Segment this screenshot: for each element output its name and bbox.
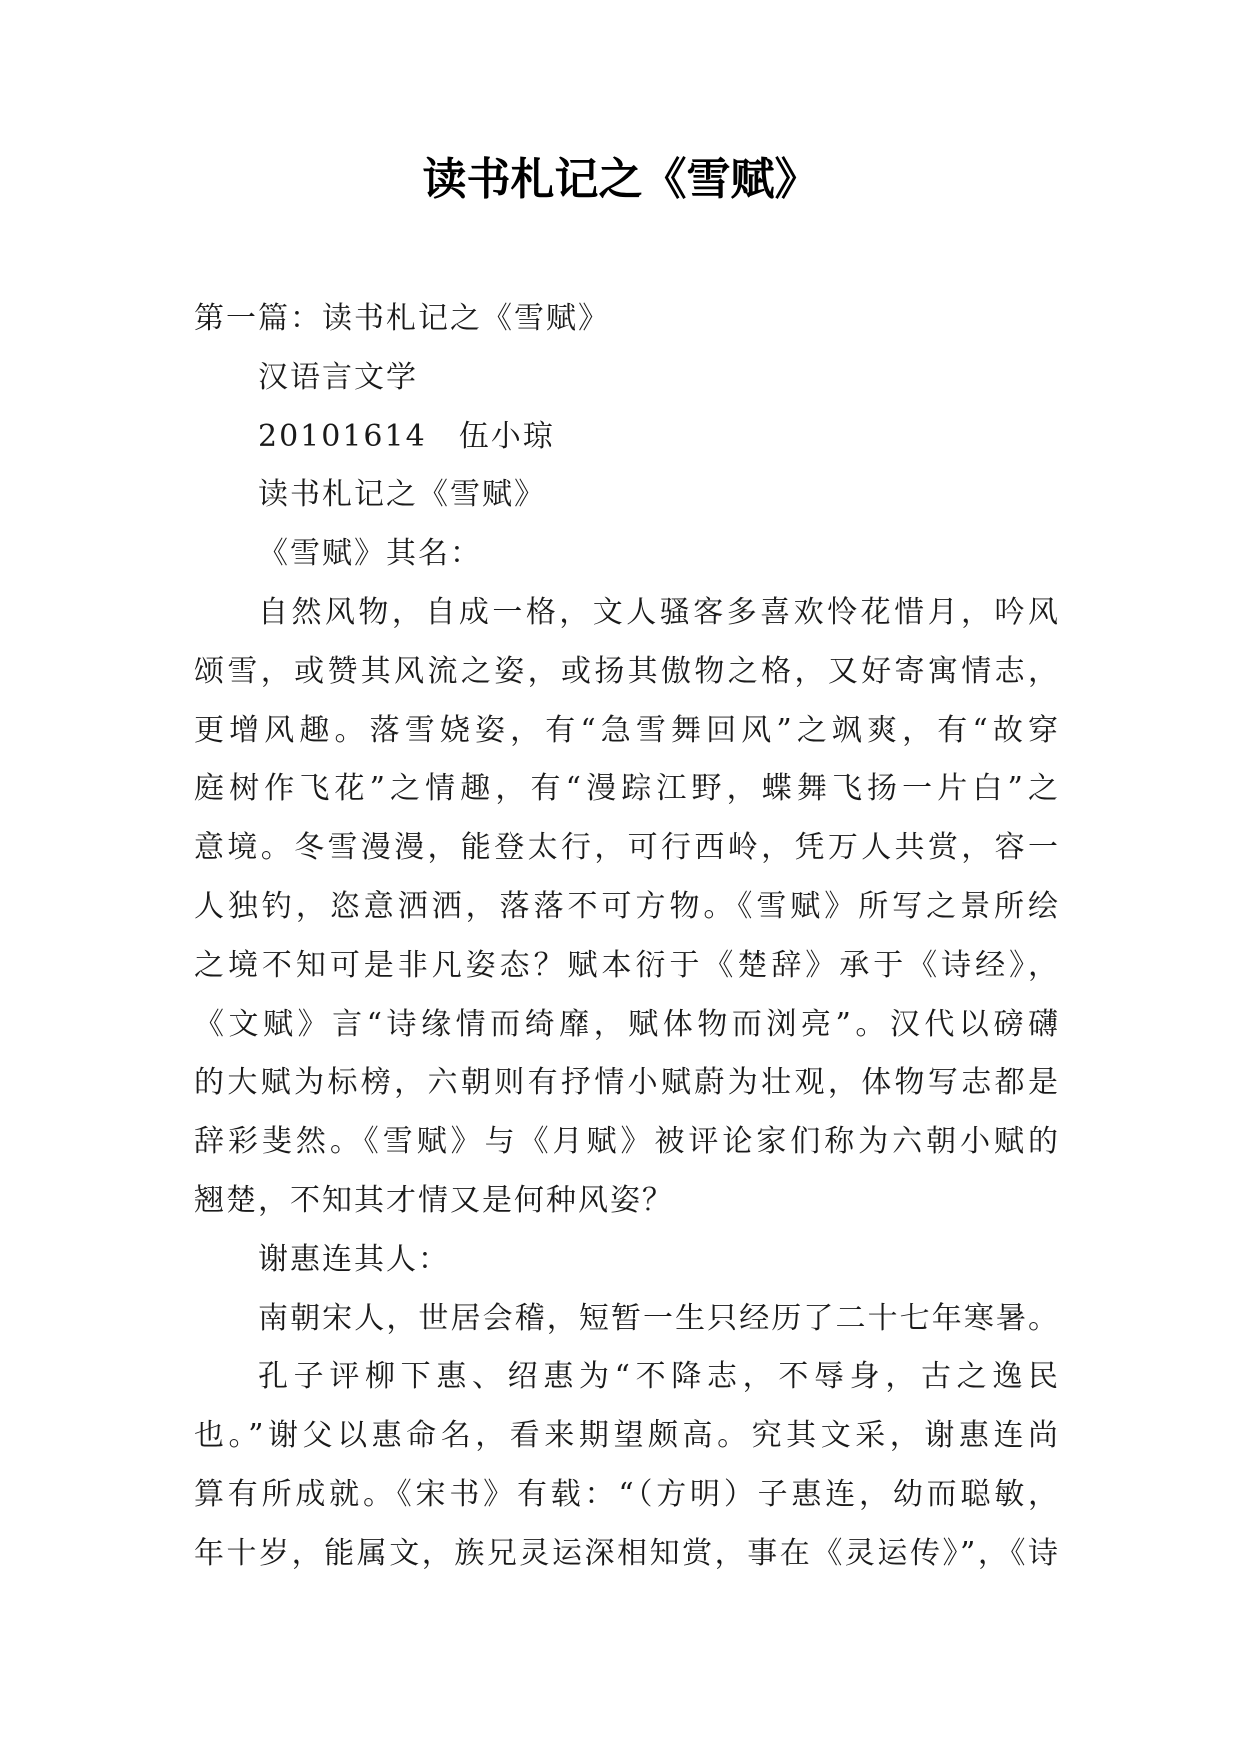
paragraph: [194, 1348, 1060, 1583]
paragraph-line: 更增风趣。落雪娆姿，有“急雪舞回风”之飒爽，有“故穿: [194, 712, 1060, 748]
major-line: 汉语言文学: [258, 359, 418, 395]
paragraph-line: 翘楚，不知其才情又是何种风姿？: [194, 1182, 674, 1218]
paragraph: [194, 584, 1060, 1231]
section-heading: 《雪赋》其名：: [258, 536, 482, 572]
paragraph-line: 孔子评柳下惠、绍惠为“不降志，不辱身，古之逸民: [258, 1359, 1060, 1395]
paragraph-line: 之境不知可是非凡姿态？赋本衍于《楚辞》承于《诗经》，: [194, 947, 1060, 983]
paragraph-line: 人独钓，恣意洒洒，落落不可方物。《雪赋》所写之景所绘: [194, 888, 1060, 924]
author-line: 20101614 伍小琼: [258, 418, 555, 454]
paragraph-line: 也。”谢父以惠命名，看来期望颇高。究其文采，谢惠连尚: [194, 1418, 1060, 1454]
section-heading: 谢惠连其人：: [258, 1241, 450, 1277]
paragraph-line: 自然风物，自成一格，文人骚客多喜欢怜花惜月，吟风: [258, 594, 1060, 630]
subtitle-line: 读书札记之《雪赋》: [258, 477, 546, 513]
document-body: [194, 290, 1060, 1584]
paragraph: [194, 1290, 1060, 1349]
paragraph-line: 辞彩斐然。《雪赋》与《月赋》被评论家们称为六朝小赋的: [194, 1124, 1060, 1160]
intro-heading: 第一篇：读书札记之《雪赋》: [194, 301, 610, 336]
paragraph-line: 《文赋》言“诗缘情而绮靡，赋体物而浏亮”。汉代以磅礴: [194, 1006, 1060, 1042]
paragraph-line: 颂雪，或赞其风流之姿，或扬其傲物之格，又好寄寓情志，: [194, 653, 1060, 689]
paragraph-line: 算有所成就。《宋书》有载：“（方明）子惠连，幼而聪敏，: [194, 1476, 1060, 1512]
paragraph-line: 的大赋为标榜，六朝则有抒情小赋蔚为壮观，体物写志都是: [194, 1065, 1060, 1101]
document-title: 读书札记之《雪赋》: [422, 154, 819, 205]
paragraph-line: 意境。冬雪漫漫，能登太行，可行西岭，凭万人共赏，容一: [194, 830, 1060, 866]
paragraph-line: 庭树作飞花”之情趣，有“漫踪江野，蝶舞飞扬一片白”之: [194, 771, 1060, 807]
paragraph-line: 南朝宋人，世居会稽，短暂一生只经历了二十七年寒暑。: [258, 1300, 1060, 1336]
paragraph-line: 年十岁，能属文，族兄灵运深相知赏，事在《灵运传》”，《诗: [194, 1535, 1060, 1571]
